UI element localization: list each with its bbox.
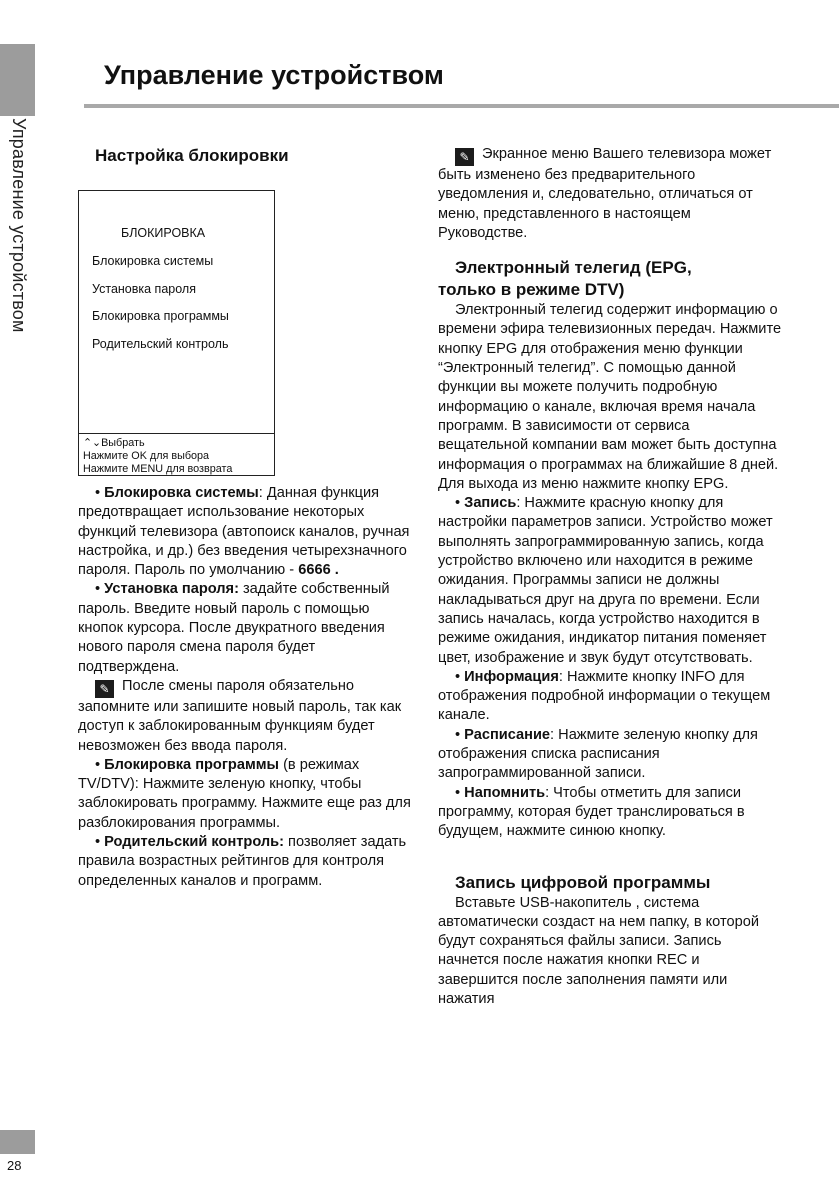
menu-item-program-lock: Блокировка программы <box>92 309 229 323</box>
lock-menu-screenshot <box>78 190 275 476</box>
password-note-paragraph: ✎ После смены пароля обязательно запомните или запишите новый пароль, так как доступ к заблокированным функциям будет невозможен без ввода пароля. <box>78 677 402 754</box>
right-column <box>438 145 783 1009</box>
lock-settings-heading: Настройка блокировки <box>95 146 289 165</box>
menu-footer <box>79 433 274 475</box>
menu-item-system-lock: Блокировка системы <box>92 254 214 268</box>
page-tab-marker <box>0 1130 35 1154</box>
menu-items <box>92 252 229 362</box>
epg-heading: Электронный телегид (EPG, только в режиме DTV) <box>438 258 692 300</box>
page-number: 28 <box>7 1158 22 1173</box>
footer-menu: Нажмите MENU для возврата <box>83 463 233 475</box>
menu-item-parental-control: Родительский контроль <box>92 336 229 351</box>
note-pen-icon: ✎ <box>455 148 474 166</box>
info-bullet: • Информация: Нажмите кнопку INFO для отображения подробной информации о текущем канале. <box>438 668 771 724</box>
menu-title: БЛОКИРОВКА <box>121 226 206 240</box>
record-bullet: • Запись: Нажмите красную кнопку для настройки параметров записи. Устройство может выполнять запрограммированную запись, когда устройство включено или находится в режиме ожидания. Программы записи не должны накладываться друг на друга по времени. Если запись началась, когда устройство находится в режиме ожидания, индикатор питания поменяет цвет, изображение и звук будут отсутствовать. <box>438 495 773 666</box>
footer-select: Выбрать <box>101 437 145 449</box>
title-divider <box>84 104 839 108</box>
parental-control-paragraph: • Родительский контроль: позволяет задать правила возрастных рейтингов для контроля определенных каналов и программ. <box>78 834 407 889</box>
digital-recording-paragraph: Вставьте USB-накопитель , система автоматически создаст на нем папку, в которой будут сохраняться файлы записи. Запись начнется после нажатия кнопки REC и завершится после заполнения памяти или нажатия <box>438 894 759 1007</box>
remind-bullet: • Напомнить: Чтобы отметить для записи программу, которая будет транслироваться в будущем, нажмите синюю кнопку. <box>438 784 745 840</box>
digital-recording-heading: Запись цифровой программы <box>455 872 711 892</box>
set-password-paragraph: • Установка пароля: задайте собственный пароль. Введите новый пароль с помощью кнопок курсора. После двукратного введения нового пароля смена пароля будет подтверждена. <box>78 581 390 675</box>
menu-item-set-password: Установка пароля <box>92 281 196 296</box>
note-pen-icon: ✎ <box>95 680 114 698</box>
side-tab-marker <box>0 44 35 116</box>
schedule-bullet: • Расписание: Нажмите зеленую кнопку для отображения списка расписания запрограммированной записи. <box>438 726 758 782</box>
program-lock-paragraph: • Блокировка программы (в режимах TV/DTV): Нажмите зеленую кнопку, чтобы заблокировать программу. Нажмите еще раз для разблокирования программы. <box>78 756 411 831</box>
system-lock-paragraph: • Блокировка системы: Данная функция предотвращает использование некоторых функций телевизора (автопоиск каналов, ручная настройка, и др.) без введения четырехзначного пароля. Пароль по умолчанию - 6666 . <box>78 485 410 579</box>
epg-paragraph: Электронный телегид содержит информацию о времени эфира телевизионных передач. Нажмите кнопку EPG для отображения меню функции “Электронный телегид”. С помощью данной функции вы можете получить подробную информацию о канале, включая время начала программ. В зависимости от сервиса вещательной компании вам может быть доступна информация о программах на ближайшие 8 дней. Для выхода из меню нажмите кнопку EPG. <box>438 302 782 492</box>
left-column <box>78 145 418 891</box>
menu-change-note: ✎ Экранное меню Вашего телевизора может быть изменено без предварительного уведомления и, следовательно, отличаться от меню, представленного в настоящем Руководстве. <box>438 146 772 241</box>
side-section-label: Управление устройством <box>9 118 29 333</box>
footer-ok: Нажмите OK для выбора <box>83 450 210 462</box>
page-title: Управление устройством <box>104 60 444 90</box>
up-down-arrows-icon: ⌃⌄ <box>83 437 102 449</box>
